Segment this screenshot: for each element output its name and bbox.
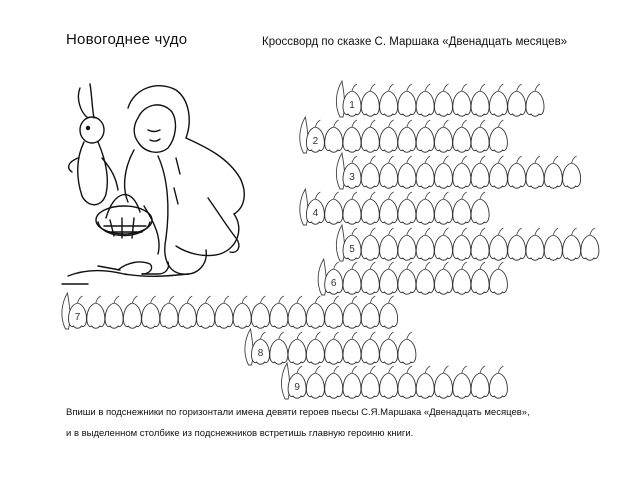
crossword-cell[interactable] <box>489 269 507 294</box>
snowdrop-stem-icon <box>389 120 394 127</box>
snowdrop-stem-icon <box>352 228 357 235</box>
crossword-row-3 <box>336 153 580 189</box>
snowdrop-stem-icon <box>407 332 412 339</box>
snowdrop-stem-icon <box>425 228 430 235</box>
crossword-cell[interactable] <box>398 339 416 364</box>
crossword-cell[interactable] <box>471 91 489 116</box>
crossword-cell[interactable] <box>361 269 379 294</box>
page-subtitle: Кроссворд по сказке С. Маршака «Двенадцать месяцев» <box>262 36 568 48</box>
snowdrop-stem-icon <box>480 262 485 269</box>
crossword-cell[interactable] <box>489 163 507 188</box>
crossword-cell[interactable] <box>453 269 471 294</box>
snowdrop-stem-icon <box>370 156 375 163</box>
crossword-cell[interactable] <box>380 163 398 188</box>
crossword-cell[interactable] <box>453 199 471 224</box>
crossword-cell[interactable] <box>489 373 507 398</box>
snowdrop-stem-icon <box>480 192 485 199</box>
crossword-cell[interactable] <box>435 235 453 260</box>
crossword-cell[interactable] <box>178 303 196 328</box>
snowdrop-stem-icon <box>462 156 467 163</box>
snowdrop-stem-icon <box>352 156 357 163</box>
crossword-cell[interactable] <box>544 235 562 260</box>
crossword-row-1 <box>336 81 544 117</box>
crossword-cell[interactable] <box>361 235 379 260</box>
crossword-cell[interactable] <box>380 199 398 224</box>
snowdrop-stem-icon <box>352 192 357 199</box>
snowdrop-stem-icon <box>352 366 357 373</box>
crossword-cell[interactable] <box>563 163 581 188</box>
crossword-cell[interactable] <box>325 199 343 224</box>
snowdrop-stem-icon <box>498 156 503 163</box>
crossword-cell[interactable] <box>416 127 434 152</box>
snowdrop-stem-icon <box>590 228 595 235</box>
crossword-cell[interactable] <box>398 163 416 188</box>
crossword-cell[interactable] <box>435 163 453 188</box>
crossword-cell[interactable] <box>453 91 471 116</box>
snowdrop-stem-icon <box>407 366 412 373</box>
crossword-cell[interactable] <box>508 91 526 116</box>
crossword-cell[interactable] <box>270 303 288 328</box>
crossword-cell[interactable] <box>471 199 489 224</box>
snowdrop-stem-icon <box>315 192 320 199</box>
snowdrop-stem-icon <box>352 296 357 303</box>
crossword-cell[interactable] <box>288 303 306 328</box>
snowdrop-stem-icon <box>407 192 412 199</box>
crossword-cell[interactable] <box>453 163 471 188</box>
crossword-cell[interactable] <box>343 127 361 152</box>
snowdrop-stem-icon <box>572 156 577 163</box>
crossword-cell[interactable] <box>123 303 141 328</box>
crossword-row-number: 6 <box>330 278 337 289</box>
snowdrop-stem-icon <box>407 262 412 269</box>
snowdrop-stem-icon <box>498 262 503 269</box>
crossword-cell[interactable] <box>215 303 233 328</box>
instructions-line-2: и в выделенном столбике из подснежников встретишь главную героиню книги. <box>66 428 414 439</box>
crossword-cell[interactable] <box>471 373 489 398</box>
crossword-row-number: 9 <box>294 382 300 393</box>
snowdrop-stem-icon <box>370 84 375 91</box>
snowdrop-stem-icon <box>315 296 320 303</box>
crossword-cell[interactable] <box>197 303 215 328</box>
instructions <box>66 402 626 444</box>
crossword-cell[interactable] <box>270 339 288 364</box>
snowdrop-stem-icon <box>462 192 467 199</box>
crossword-row-4 <box>300 189 489 225</box>
crossword-cell[interactable] <box>508 163 526 188</box>
snowdrop-stem-icon <box>389 332 394 339</box>
snowdrop-stem-icon <box>444 228 449 235</box>
crossword-cell[interactable] <box>435 91 453 116</box>
snowdrop-stem-icon <box>407 84 412 91</box>
snowdrop-stem-icon <box>389 156 394 163</box>
crossword-cell[interactable] <box>160 303 178 328</box>
crossword-cell[interactable] <box>416 91 434 116</box>
snowdrop-stem-icon <box>389 192 394 199</box>
snowdrop-stem-icon <box>297 332 302 339</box>
snowdrop-stem-icon <box>407 120 412 127</box>
snowdrop-stem-icon <box>480 366 485 373</box>
snowdrop-stem-icon <box>444 192 449 199</box>
crossword-row-number: 5 <box>349 244 355 255</box>
snowdrop-stem-icon <box>370 332 375 339</box>
crossword-cell[interactable] <box>471 269 489 294</box>
snowdrop-stem-icon <box>315 120 320 127</box>
crossword-cell[interactable] <box>435 127 453 152</box>
snowdrop-stem-icon <box>352 332 357 339</box>
snowdrop-stem-icon <box>389 228 394 235</box>
crossword-cell[interactable] <box>380 269 398 294</box>
crossword-cell[interactable] <box>453 235 471 260</box>
snowdrop-stem-icon <box>206 296 211 303</box>
crossword-row-number: 1 <box>349 100 355 111</box>
snowdrop-stem-icon <box>389 262 394 269</box>
snowdrop-stem-icon <box>389 366 394 373</box>
crossword-row-number: 3 <box>349 172 355 183</box>
snowdrop-stem-icon <box>498 84 503 91</box>
snowdrop-stem-icon <box>334 296 339 303</box>
snowdrop-stem-icon <box>553 228 558 235</box>
snowdrop-stem-icon <box>297 366 302 373</box>
snowdrop-stem-icon <box>370 192 375 199</box>
crossword-cell[interactable] <box>361 303 379 328</box>
crossword-cell[interactable] <box>526 163 544 188</box>
snowdrop-stem-icon <box>169 296 174 303</box>
snowdrop-stem-icon <box>224 296 229 303</box>
snowdrop-stem-icon <box>444 262 449 269</box>
crossword-cell[interactable] <box>416 163 434 188</box>
snowdrop-stem-icon <box>352 120 357 127</box>
crossword-cell[interactable] <box>380 303 398 328</box>
snowdrop-stem-icon <box>462 366 467 373</box>
crossword-row-number: 7 <box>74 312 81 323</box>
crossword-cell[interactable] <box>343 339 361 364</box>
snowdrop-stem-icon <box>535 228 540 235</box>
snowdrop-stem-icon <box>462 262 467 269</box>
snowdrop-stem-icon <box>480 156 485 163</box>
snowdrop-stem-icon <box>279 332 284 339</box>
snowdrop-stem-icon <box>444 366 449 373</box>
snowdrop-stem-icon <box>425 84 430 91</box>
crossword-cell[interactable] <box>252 303 270 328</box>
crossword-cell[interactable] <box>453 373 471 398</box>
crossword-cell[interactable] <box>343 199 361 224</box>
crossword-row-2 <box>300 117 508 153</box>
crossword-cell[interactable] <box>233 303 251 328</box>
snowdrop-stem-icon <box>572 228 577 235</box>
crossword-row-number: 8 <box>257 348 264 359</box>
snowdrop-stem-icon <box>315 332 320 339</box>
crossword-cell[interactable] <box>435 373 453 398</box>
page-title: Новогоднее чудо <box>66 31 188 48</box>
crossword-cell[interactable] <box>87 303 105 328</box>
crossword-cell[interactable] <box>398 199 416 224</box>
snowdrop-stem-icon <box>444 120 449 127</box>
crossword-cell[interactable] <box>306 303 324 328</box>
crossword-cell[interactable] <box>563 235 581 260</box>
snowdrop-stem-icon <box>297 296 302 303</box>
crossword-cell[interactable] <box>416 199 434 224</box>
crossword-cell[interactable] <box>380 339 398 364</box>
snowdrop-stem-icon <box>480 120 485 127</box>
crossword-cell[interactable] <box>489 235 507 260</box>
crossword-cell[interactable] <box>416 269 434 294</box>
snowdrop-stem-icon <box>407 228 412 235</box>
snowdrop-stem-icon <box>334 120 339 127</box>
snowdrop-stem-icon <box>334 332 339 339</box>
snowdrop-stem-icon <box>480 84 485 91</box>
crossword-cell[interactable] <box>398 235 416 260</box>
crossword-row-5 <box>336 225 599 261</box>
crossword-cell[interactable] <box>416 235 434 260</box>
snowdrop-stem-icon <box>315 366 320 373</box>
crossword-cell[interactable] <box>398 373 416 398</box>
snowdrop-stem-icon <box>78 296 83 303</box>
snowdrop-stem-icon <box>334 262 339 269</box>
crossword-cell[interactable] <box>398 91 416 116</box>
crossword-cell[interactable] <box>489 91 507 116</box>
crossword-cell[interactable] <box>489 127 507 152</box>
crossword-cell[interactable] <box>380 91 398 116</box>
snowdrop-stem-icon <box>517 84 522 91</box>
crossword-cell[interactable] <box>306 339 324 364</box>
crossword-cell[interactable] <box>361 373 379 398</box>
snowdrop-stem-icon <box>462 120 467 127</box>
crossword-row-number: 4 <box>312 208 319 219</box>
snowdrop-stem-icon <box>425 120 430 127</box>
crossword-cell[interactable] <box>471 235 489 260</box>
snowdrop-stem-icon <box>553 156 558 163</box>
crossword-row-7 <box>62 293 398 329</box>
crossword-cell[interactable] <box>581 235 599 260</box>
crossword-cell[interactable] <box>508 235 526 260</box>
snowdrop-stem-icon <box>187 296 192 303</box>
crossword-cell[interactable] <box>361 127 379 152</box>
crossword-cell[interactable] <box>471 127 489 152</box>
crossword-cell[interactable] <box>325 339 343 364</box>
snowdrop-stem-icon <box>535 156 540 163</box>
snowdrop-stem-icon <box>334 366 339 373</box>
crossword-row-9 <box>281 363 507 399</box>
snowdrop-stem-icon <box>425 192 430 199</box>
crossword-cell[interactable] <box>343 373 361 398</box>
crossword-cell[interactable] <box>380 127 398 152</box>
crossword-cell[interactable] <box>288 339 306 364</box>
snowdrop-stem-icon <box>352 84 357 91</box>
snowdrop-stem-icon <box>261 296 266 303</box>
snowdrop-stem-icon <box>132 296 137 303</box>
crossword-cell[interactable] <box>398 269 416 294</box>
snowdrop-stem-icon <box>535 84 540 91</box>
crossword-row-8 <box>245 329 416 365</box>
crossword-cell[interactable] <box>380 373 398 398</box>
crossword-cell[interactable] <box>343 303 361 328</box>
snowdrop-stem-icon <box>425 262 430 269</box>
snowdrop-stem-icon <box>389 84 394 91</box>
crossword-cell[interactable] <box>453 127 471 152</box>
crossword-cell[interactable] <box>142 303 160 328</box>
crossword-cell[interactable] <box>343 269 361 294</box>
crossword-cell[interactable] <box>544 163 562 188</box>
snowdrop-stem-icon <box>242 296 247 303</box>
snowdrop-stem-icon <box>517 228 522 235</box>
snowdrop-stem-icon <box>407 156 412 163</box>
snowdrop-stem-icon <box>498 228 503 235</box>
snowdrop-stem-icon <box>498 120 503 127</box>
crossword-cell[interactable] <box>105 303 123 328</box>
snowdrop-stem-icon <box>425 156 430 163</box>
snowdrop-stem-icon <box>370 228 375 235</box>
snowdrop-stem-icon <box>462 84 467 91</box>
snowdrop-stem-icon <box>370 296 375 303</box>
snowdrop-stem-icon <box>498 366 503 373</box>
snowdrop-stem-icon <box>370 262 375 269</box>
snowdrop-stem-icon <box>151 296 156 303</box>
snowdrop-stem-icon <box>444 84 449 91</box>
crossword-cell[interactable] <box>398 127 416 152</box>
snowdrop-stem-icon <box>517 156 522 163</box>
snowdrop-stem-icon <box>261 332 266 339</box>
snowdrop-stem-icon <box>114 296 119 303</box>
crossword-cell[interactable] <box>325 373 343 398</box>
snowdrop-stem-icon <box>96 296 101 303</box>
snowdrop-stem-icon <box>444 156 449 163</box>
snowdrop-stem-icon <box>370 366 375 373</box>
crossword-cell[interactable] <box>325 127 343 152</box>
instructions-line-1: Впиши в подснежники по горизонтали имена девяти героев пьесы С.Я.Маршака «Двенадцать месяцев», <box>66 407 530 418</box>
crossword-cell[interactable] <box>361 163 379 188</box>
snowdrop-stem-icon <box>425 366 430 373</box>
crossword-cell[interactable] <box>361 91 379 116</box>
crossword-cell[interactable] <box>325 303 343 328</box>
crossword-cell[interactable] <box>435 199 453 224</box>
snowdrop-stem-icon <box>480 228 485 235</box>
snowdrop-stem-icon <box>334 192 339 199</box>
crossword-cell[interactable] <box>306 373 324 398</box>
snowdrop-stem-icon <box>279 296 284 303</box>
crossword-cell[interactable] <box>361 199 379 224</box>
crossword-cell[interactable] <box>526 91 544 116</box>
crossword-cell[interactable] <box>471 163 489 188</box>
crossword-cell[interactable] <box>416 373 434 398</box>
crossword-cell[interactable] <box>526 235 544 260</box>
crossword-cell[interactable] <box>361 339 379 364</box>
crossword-cell[interactable] <box>435 269 453 294</box>
crossword-row-number: 2 <box>312 136 319 147</box>
snowdrop-stem-icon <box>389 296 394 303</box>
crossword-row-6 <box>318 259 507 295</box>
snowdrop-stem-icon <box>462 228 467 235</box>
crossword-cell[interactable] <box>380 235 398 260</box>
snowdrop-stem-icon <box>370 120 375 127</box>
snowdrop-stem-icon <box>352 262 357 269</box>
